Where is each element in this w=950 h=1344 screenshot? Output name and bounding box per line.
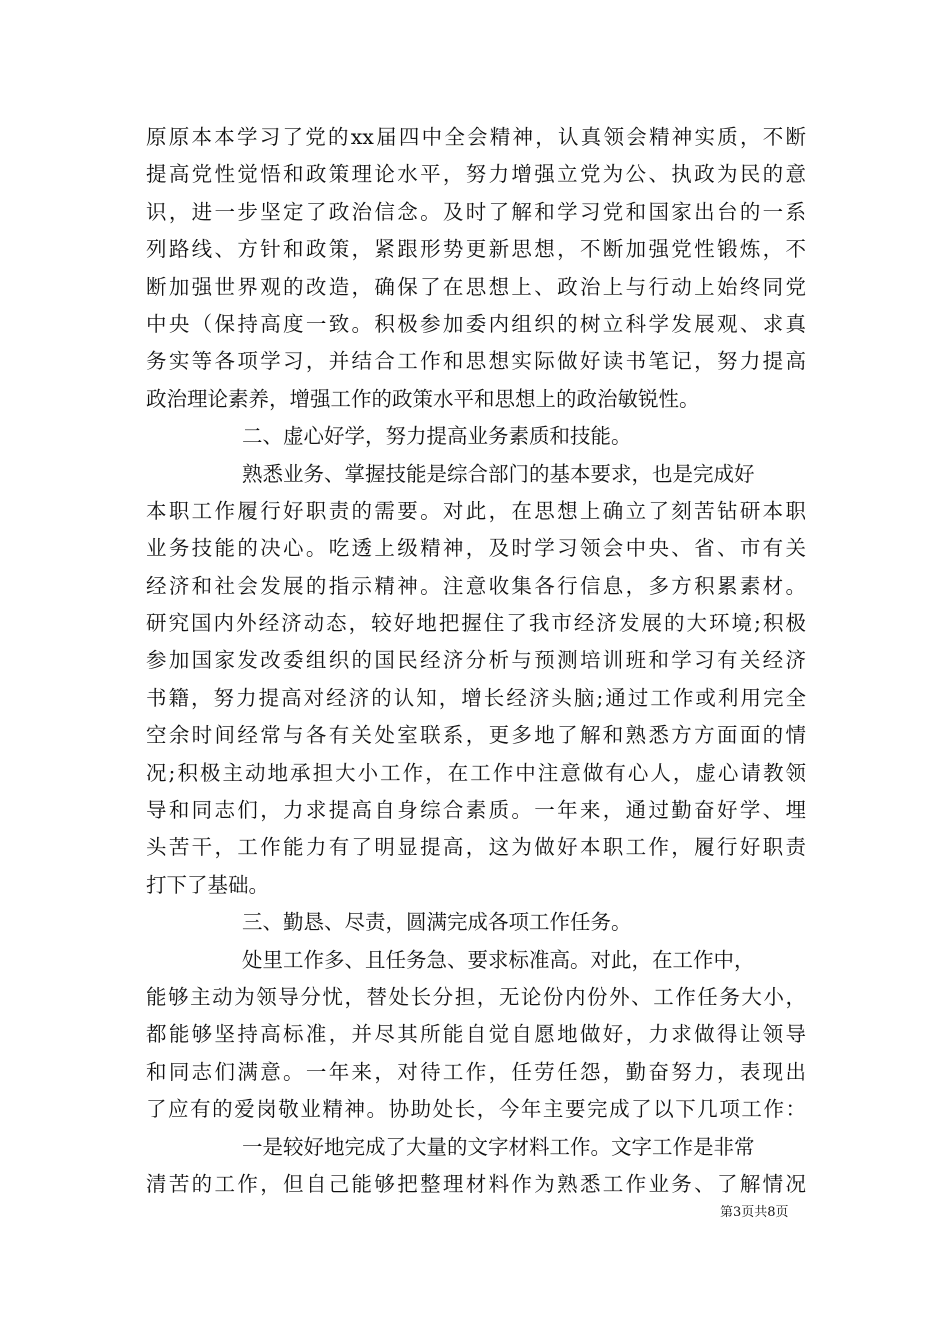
text-line: 经济和社会发展的指示精神。注意收集各行信息，多方积累素材。 xyxy=(146,573,806,598)
text-line: 和同志们满意。一年来，对待工作，任劳任怨，勤奋努力，表现出 xyxy=(146,1059,806,1084)
body-text xyxy=(146,119,806,1203)
text-line: 清苦的工作，但自己能够把整理材料作为熟悉工作业务、了解情况 xyxy=(146,1171,806,1196)
text-line: 空余时间经常与各有关处室联系，更多地了解和熟悉方方面面的情 xyxy=(146,723,806,748)
text-line: 了应有的爱岗敬业精神。协助处长，今年主要完成了以下几项工作： xyxy=(146,1097,806,1122)
text-line: 断加强世界观的改造，确保了在思想上、政治上与行动上始终同党 xyxy=(146,274,806,299)
text-line: 参加国家发改委组织的国民经济分析与预测培训班和学习有关经济 xyxy=(146,648,806,673)
text-line: 政治理论素养，增强工作的政策水平和思想上的政治敏锐性。 xyxy=(146,386,700,411)
text-line: 况;积极主动地承担大小工作，在工作中注意做有心人，虚心请教领 xyxy=(146,760,806,785)
text-line: 熟悉业务、掌握技能是综合部门的基本要求，也是完成好 xyxy=(242,461,755,486)
section-heading: 三、勤恳、尽责，圆满完成各项工作任务。 xyxy=(242,910,632,935)
text-line: 本职工作履行好职责的需要。对此，在思想上确立了刻苦钻研本职 xyxy=(146,498,806,523)
text-line: 一是较好地完成了大量的文字材料工作。文字工作是非常 xyxy=(242,1134,755,1159)
text-line: 导和同志们，力求提高自身综合素质。一年来，通过勤奋好学、埋 xyxy=(146,798,806,823)
text-line: 都能够坚持高标准，并尽其所能自觉自愿地做好，力求做得让领导 xyxy=(146,1022,806,1047)
text-line: 列路线、方针和政策，紧跟形势更新思想，不断加强党性锻炼，不 xyxy=(146,237,806,262)
text-line: 识，进一步坚定了政治信念。及时了解和学习党和国家出台的一系 xyxy=(146,199,806,224)
section-heading: 二、虚心好学，努力提高业务素质和技能。 xyxy=(242,424,632,449)
text-line: 原原本本学习了党的xx届四中全会精神，认真领会精神实质，不断 xyxy=(146,125,806,149)
text-line: 中央（保持高度一致。积极参加委内组织的树立科学发展观、求真 xyxy=(146,311,806,336)
text-line: 头苦干，工作能力有了明显提高，这为做好本职工作，履行好职责 xyxy=(146,835,806,860)
text-line: 打下了基础。 xyxy=(146,872,269,897)
text-line: 能够主动为领导分忧，替处长分担，无论份内份外、工作任务大小， xyxy=(146,984,806,1009)
text-line: 研究国内外经济动态，较好地把握住了我市经济发展的大环境;积极 xyxy=(146,611,806,636)
text-line: 书籍，努力提高对经济的认知，增长经济头脑;通过工作或利用完全 xyxy=(146,685,806,710)
page-number: 第3页共8页 xyxy=(720,1205,789,1220)
text-line: 业务技能的决心。吃透上级精神，及时学习领会中央、省、市有关 xyxy=(146,536,806,561)
text-line: 提高党性觉悟和政策理论水平，努力增强立党为公、执政为民的意 xyxy=(146,162,806,187)
text-line: 处里工作多、且任务急、要求标准高。对此，在工作中， xyxy=(242,947,755,972)
text-line: 务实等各项学习，并结合工作和思想实际做好读书笔记，努力提高 xyxy=(146,349,806,374)
